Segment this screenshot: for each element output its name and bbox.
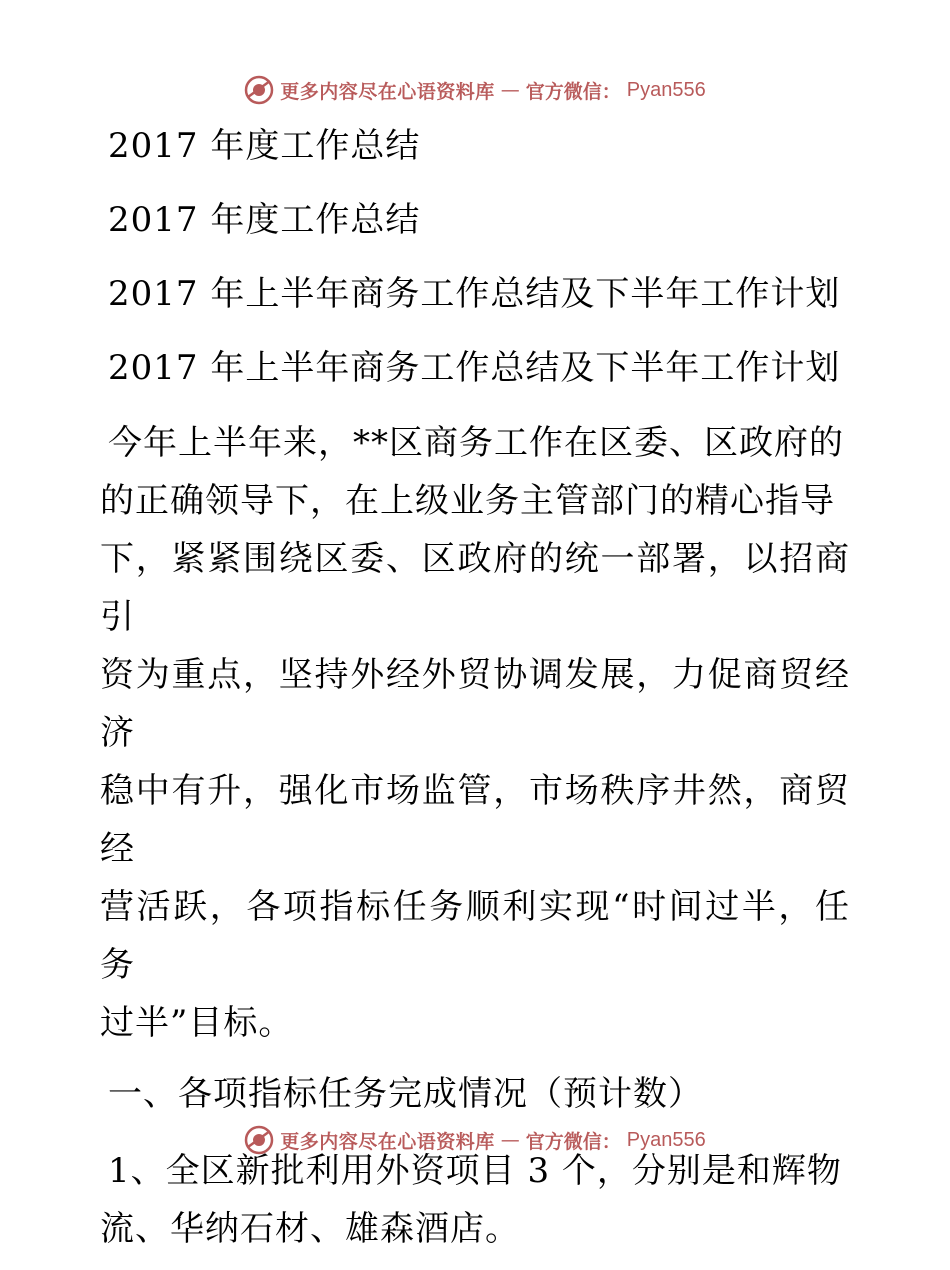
watermark-dash: —	[500, 1129, 520, 1151]
item-1-line-1: 1、全区新批利用外资项目 3 个，分别是和辉物	[108, 1151, 842, 1191]
intro-line-5: 稳中有升，强化市场监管，市场秩序井然，商贸经	[100, 771, 850, 869]
section-heading: 一、各项指标任务完成情况（预计数）	[108, 1074, 703, 1114]
doc-title-4: 2017 年上半年商务工作总结及下半年工作计划	[108, 348, 841, 388]
watermark-label: 官方微信：	[525, 1130, 621, 1153]
logo-emblem-icon	[244, 1125, 274, 1155]
doc-title-1: 2017 年度工作总结	[108, 126, 421, 166]
watermark-label: 官方微信：	[525, 80, 621, 103]
intro-line-7: 过半”目标。	[100, 1003, 294, 1043]
document-body	[100, 118, 850, 1270]
intro-line-4: 资为重点，坚持外经外贸协调发展，力促商贸经济	[100, 655, 850, 753]
intro-line-3: 下，紧紧围绕区委、区政府的统一部署，以招商引	[100, 539, 850, 637]
intro-line-1: 今年上半年来，**区商务工作在区委、区政府的	[108, 423, 844, 463]
doc-title-2: 2017 年度工作总结	[108, 200, 421, 240]
doc-title-3: 2017 年上半年商务工作总结及下半年工作计划	[108, 274, 841, 314]
footer-watermark	[0, 1120, 950, 1160]
watermark-text: 更多内容尽在心语资料库	[280, 80, 495, 103]
intro-line-2: 的正确领导下，在上级业务主管部门的精心指导	[100, 481, 835, 521]
watermark-id: Pyan556	[626, 1128, 706, 1151]
intro-line-6: 营活跃，各项指标任务顺利实现“时间过半，任务	[100, 887, 850, 985]
logo-emblem-icon	[244, 75, 274, 105]
watermark-dash: —	[500, 79, 520, 101]
watermark-id: Pyan556	[626, 78, 706, 101]
header-watermark	[0, 70, 950, 110]
intro-paragraph	[100, 414, 850, 1052]
watermark-text: 更多内容尽在心语资料库	[280, 1130, 495, 1153]
item-1-line-2: 流、华纳石材、雄森酒店。	[100, 1209, 520, 1249]
